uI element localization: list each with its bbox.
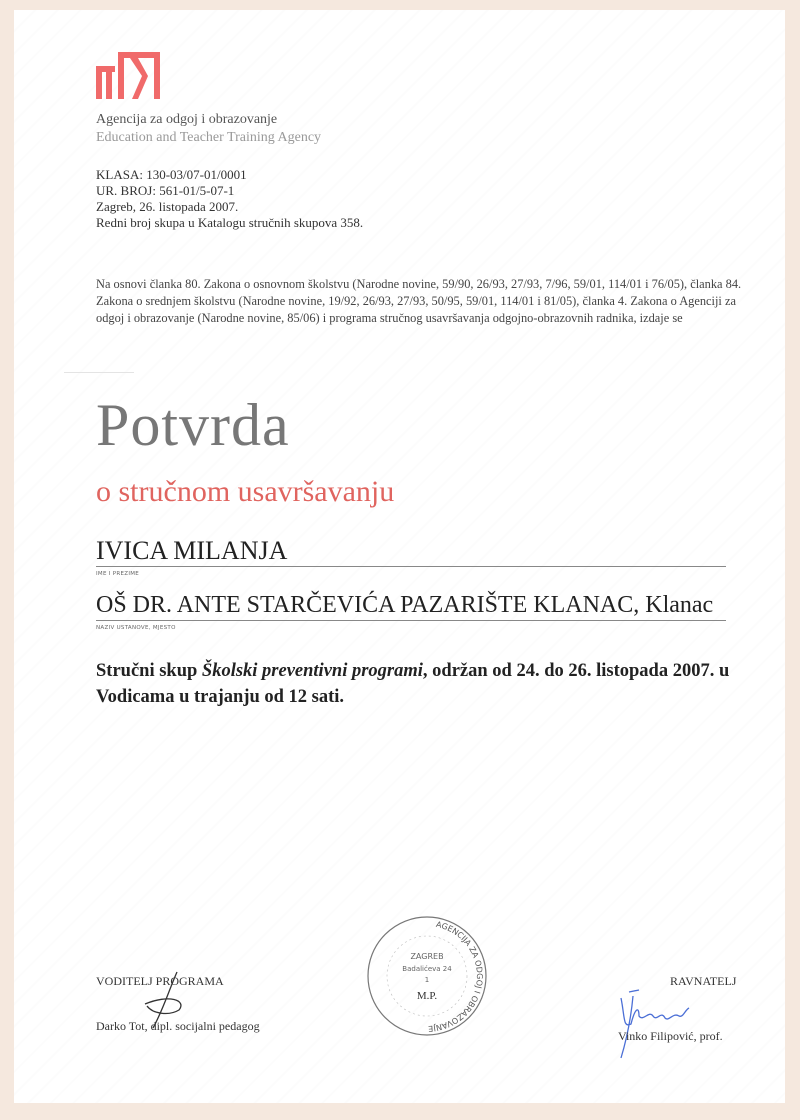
- program-name: Školski preventivni programi: [201, 661, 423, 681]
- document-metadata: [96, 167, 363, 231]
- statement-suffix: , održan od 24. do 26. listopada 2007. u Vodicama u trajanju od 12 sati.: [96, 661, 730, 707]
- stamp-city: ZAGREB: [410, 952, 444, 961]
- agency-name-en: Education and Teacher Training Agency: [96, 130, 322, 145]
- recipient-name-label: IME I PREZIME: [96, 571, 140, 577]
- program-leader-name: Darko Tot, dipl. socijalni pedagog: [96, 1019, 260, 1033]
- klasa: KLASA: 130-03/07-01/0001: [96, 167, 247, 182]
- director-signature-icon: [609, 988, 699, 1060]
- stamp-ring-text: AGENCIJA ZA ODGOJ I OBRAZOVANJE: [427, 919, 485, 1034]
- ur-broj: UR. BROJ: 561-01/5-07-1: [96, 183, 235, 198]
- director-title: RAVNATELJ: [670, 974, 737, 988]
- agency-logo-icon: [96, 52, 160, 99]
- agency-name-hr: Agencija za odgoj i obrazovanje: [96, 112, 278, 127]
- document-subtitle: o stručnom usavršavanju: [96, 475, 395, 508]
- training-statement: [96, 658, 776, 710]
- stamp-mp: M.P.: [416, 990, 438, 1002]
- recipient-name: IVICA MILANJA: [96, 536, 726, 567]
- issue-date: Zagreb, 26. listopada 2007.: [96, 199, 239, 214]
- stamp-address: Badalićeva 24: [402, 965, 452, 973]
- stamp-number: 1: [424, 976, 430, 984]
- recipient-institution-label: NAZIV USTANOVE, MJESTO: [96, 625, 176, 631]
- statement-prefix: Stručni skup: [96, 661, 202, 681]
- legal-basis: Na osnovi članka 80. Zakona o osnovnom školstvu (Narodne novine, 59/90, 26/93, 27/93, 7/96, 59/01, 114/01 i 76/05), članka 84. Zakona o srednjem školstvu (Narodne novine, 19/92, 26/93, 27/93, 50/95, 59/01, 114/01 i 81/05), članka 4. Zakona o Agenciji za odgoj i obrazovanje (Narodne novine, 85/06) i programa stručnog usavršavanja odgojno-obrazovnih radnika, izdaje se: [96, 277, 742, 325]
- recipient-institution: OŠ DR. ANTE STARČEVIĆA PAZARIŠTE KLANAC, Klanac: [96, 590, 726, 621]
- certificate-page: [14, 10, 785, 1103]
- official-stamp: [366, 915, 488, 1037]
- document-title: Potvrda: [96, 392, 290, 458]
- director-name: Vinko Filipović, prof.: [618, 1029, 723, 1043]
- program-leader-title: VODITELJ PROGRAMA: [96, 974, 224, 988]
- divider: [64, 372, 134, 373]
- catalog-number: Redni broj skupa u Katalogu stručnih skupova 358.: [96, 215, 364, 230]
